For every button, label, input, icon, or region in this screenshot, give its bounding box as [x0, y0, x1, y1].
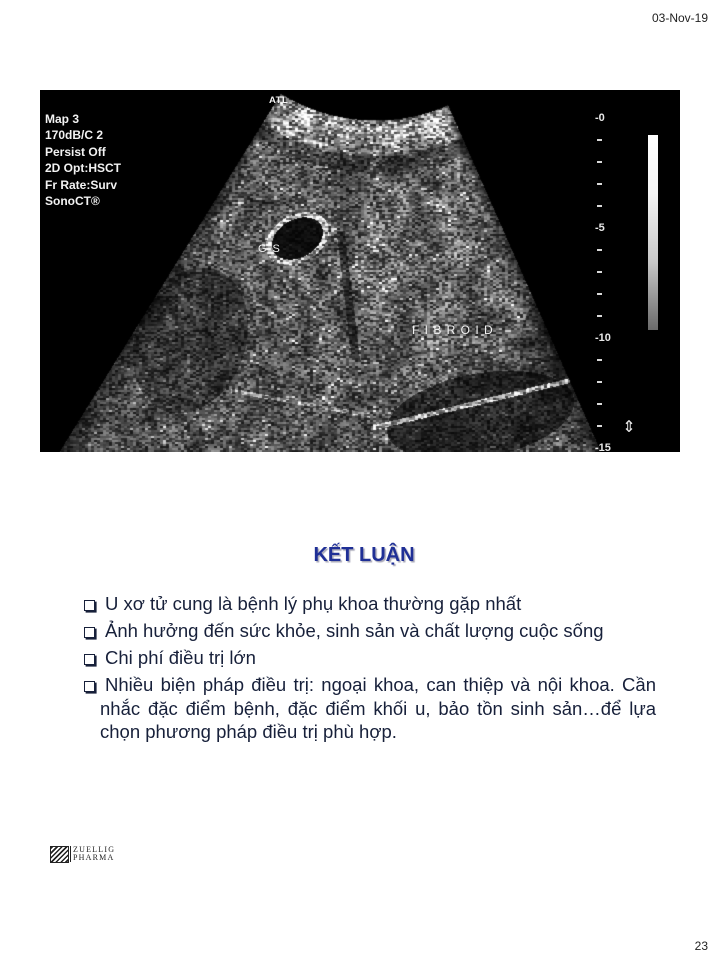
conclusion-line: [84, 646, 656, 670]
conclusion-line: [84, 619, 656, 643]
depth-tick: [597, 425, 602, 427]
conclusion-line: [84, 720, 656, 744]
depth-tick: [597, 205, 602, 207]
logo-line-pharma: PHARMA: [73, 853, 115, 862]
depth-tick: [597, 183, 602, 185]
logo-line-zuellig: ZUELLIG: [73, 845, 116, 854]
conclusion-text: Ảnh hưởng đến sức khỏe, sinh sản và chất lượng cuộc sống: [105, 620, 604, 641]
logo-divider: [70, 846, 71, 862]
depth-tick: [597, 381, 602, 383]
conclusion-line: [84, 697, 656, 721]
conclusion-text: U xơ tử cung là bệnh lý phụ khoa thường gặp nhất: [105, 593, 522, 614]
conclusion-line: [84, 673, 656, 697]
depth-label: -5: [595, 222, 605, 234]
conclusion-item: [84, 619, 656, 643]
conclusion-text: Chi phí điều trị lớn: [105, 647, 256, 668]
depth-label: -15: [595, 442, 611, 452]
depth-label: -10: [595, 332, 611, 344]
conclusion-text: chọn phương pháp điều trị phù hợp.: [100, 721, 397, 742]
scan-setting-persist: Persist Off: [45, 144, 106, 159]
slide-date: 03-Nov-19: [651, 11, 708, 25]
grayscale-bar: [648, 135, 658, 330]
page-number: 23: [694, 939, 708, 953]
vendor-label: ATL: [269, 95, 289, 106]
depth-tick: [597, 271, 602, 273]
depth-tick: [597, 139, 602, 141]
checkbox-square-icon: [84, 681, 95, 692]
scan-setting-2d-opt: 2D Opt:HSCT: [45, 161, 121, 176]
depth-tick: [597, 249, 602, 251]
depth-label: -0: [595, 112, 605, 124]
depth-tick: [597, 315, 602, 317]
scan-setting-frame-rate: Fr Rate:Surv: [45, 177, 118, 192]
checkbox-square-icon: [84, 600, 95, 611]
conclusion-text: Nhiều biện pháp điều trị: ngoại khoa, can thiệp và nội khoa. Cần: [105, 674, 656, 695]
conclusion-item: [84, 673, 656, 744]
depth-tick: [597, 359, 602, 361]
depth-tick: [597, 293, 602, 295]
checkbox-square-icon: [84, 627, 95, 638]
conclusion-item: [84, 592, 656, 616]
conclusion-item: [84, 646, 656, 670]
checkbox-square-icon: [84, 654, 95, 665]
depth-tick: [597, 161, 602, 163]
scan-setting-sonoct: SonoCT®: [45, 194, 100, 209]
fibroid-annotation: F I B R O I D: [412, 323, 494, 337]
gs-annotation: GS: [258, 243, 286, 255]
depth-tick: [597, 403, 602, 405]
up-down-arrow-icon: [622, 416, 636, 438]
ultrasound-panel: [40, 90, 680, 452]
conclusion-text: nhắc đặc điểm bệnh, đặc điểm khối u, bảo tồn sinh sản…để lựa: [100, 697, 656, 719]
ultrasound-image: [40, 90, 680, 452]
conclusion-line: [84, 592, 656, 616]
scan-settings: [45, 111, 121, 209]
depth-scale: [595, 90, 635, 452]
scan-setting-map: Map 3: [45, 112, 80, 126]
logo-wordmark: [73, 846, 115, 862]
scan-setting-dynamic-range: 170dB/C 2: [45, 128, 104, 143]
conclusion-list: [84, 592, 656, 747]
section-title: KẾT LUẬN: [313, 544, 415, 566]
zuellig-logo-icon: [50, 846, 69, 863]
